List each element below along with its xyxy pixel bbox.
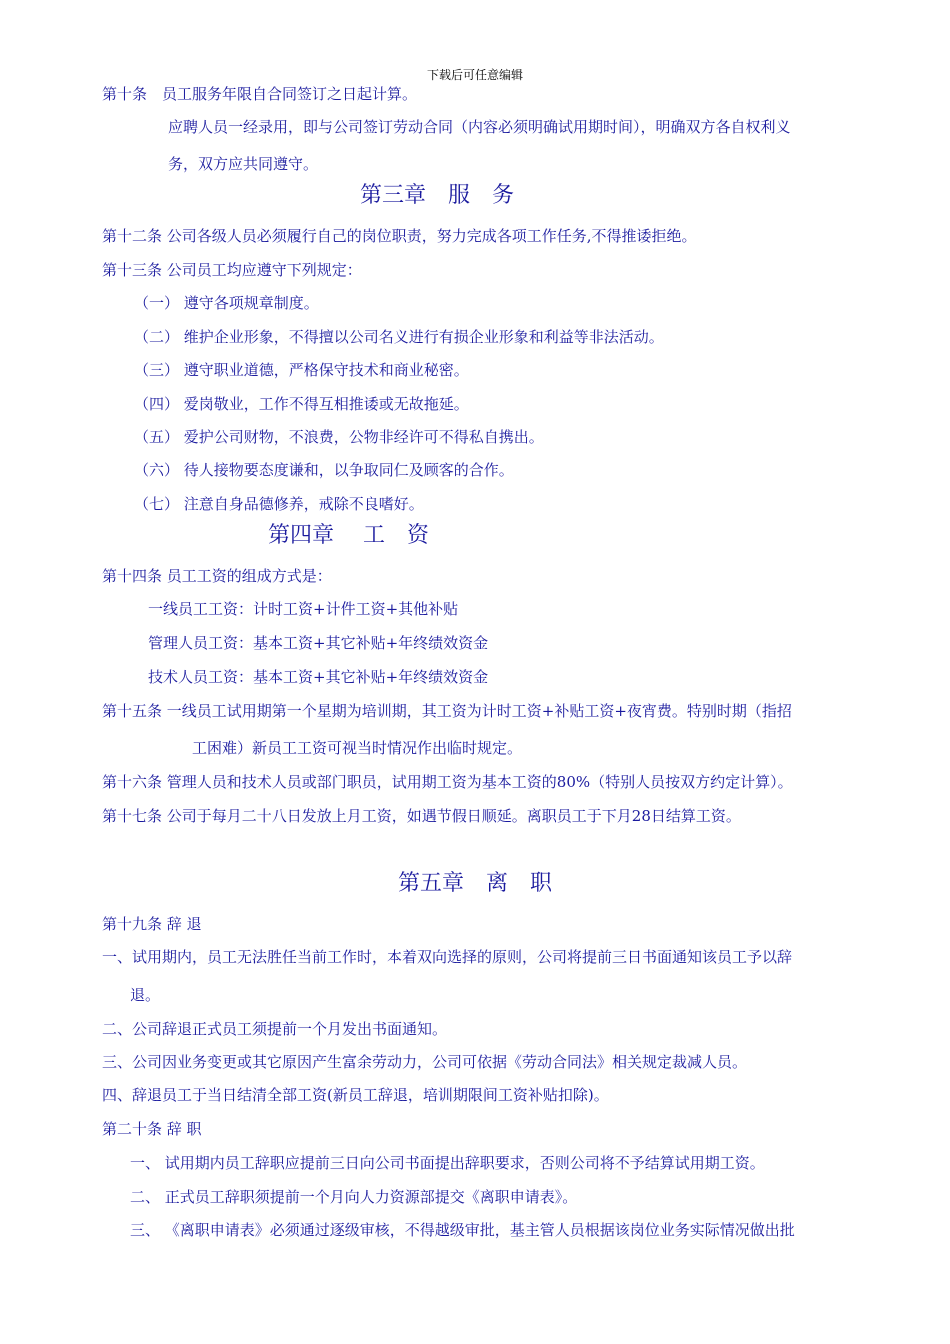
article-19-item-4: 四、辞退员工于当日结清全部工资(新员工辞退，培训期限间工资补贴扣除)。 [102, 1086, 609, 1104]
article-19-item-3: 三、公司因业务变更或其它原因产生富余劳动力，公司可依据《劳动合同法》相关规定裁减人员。 [102, 1053, 748, 1071]
article-13-item-7: （七） 注意自身品德修养，戒除不良嗜好。 [134, 495, 424, 513]
article-10: 第十条 员工服务年限自合同签订之日起计算。 [102, 85, 418, 103]
article-14-line-3: 技术人员工资：基本工资+其它补贴+年终绩效资金 [148, 668, 489, 686]
page-header: 下载后可任意编辑 [426, 68, 523, 82]
article-16: 第十六条 管理人员和技术人员或部门职员，试用期工资为基本工资的80%（特别人员按双方约定计算）。 [102, 773, 793, 791]
article-13-item-4: （四） 爱岗敬业，工作不得互相推诿或无故拖延。 [134, 395, 469, 413]
article-19-item-1: 一、试用期内，员工无法胜任当前工作时，本着双向选择的原则，公司将提前三日书面通知该员工予以辞 [102, 948, 793, 966]
article-13: 第十三条 公司员工均应遵守下列规定： [102, 261, 362, 279]
article-10-para-1: 应聘人员一经录用，即与公司签订劳动合同（内容必须明确试用期时间），明确双方各自权利义 [168, 118, 791, 136]
article-14-line-1: 一线员工工资：计时工资+计件工资+其他补贴 [148, 600, 459, 618]
article-20-item-3: 三、 《离职申请表》必须通过逐级审核，不得越级审批，基主管人员根据该岗位业务实际情况做出批 [130, 1221, 795, 1239]
article-12: 第十二条 公司各级人员必须履行自己的岗位职责，努力完成各项工作任务,不得推诿拒绝。 [102, 227, 697, 245]
article-19: 第十九条 辞 退 [102, 915, 202, 933]
article-13-item-2: （二） 维护企业形象，不得擅以公司名义进行有损企业形象和利益等非法活动。 [134, 328, 664, 346]
article-10-para-2: 务，双方应共同遵守。 [168, 155, 319, 173]
article-15: 第十五条 一线员工试用期第一个星期为培训期，其工资为计时工资+补贴工资+夜宵费。特别时期（指招 [102, 702, 792, 720]
article-20: 第二十条 辞 职 [102, 1120, 202, 1138]
article-14-line-2: 管理人员工资：基本工资+其它补贴+年终绩效资金 [148, 634, 489, 652]
article-20-item-2: 二、 正式员工辞职须提前一个月向人力资源部提交《离职申请表》。 [130, 1188, 578, 1206]
chapter-4-heading: 第四章 工 资 [268, 523, 429, 548]
article-13-item-6: （六） 待人接物要态度谦和，以争取同仁及顾客的合作。 [134, 461, 514, 479]
article-19-item-1-cont: 退。 [130, 986, 161, 1004]
article-20-item-1: 一、 试用期内员工辞职应提前三日向公司书面提出辞职要求，否则公司将不予结算试用期工资。 [130, 1154, 765, 1172]
article-14: 第十四条 员工工资的组成方式是： [102, 567, 332, 585]
article-19-item-2: 二、公司辞退正式员工须提前一个月发出书面通知。 [102, 1020, 448, 1038]
article-15-cont: 工困难）新员工工资可视当时情况作出临时规定。 [192, 739, 523, 757]
article-13-item-1: （一） 遵守各项规章制度。 [134, 294, 319, 312]
article-17: 第十七条 公司于每月二十八日发放上月工资，如遇节假日顺延。离职员工于下月28日结算工资。 [102, 807, 741, 825]
chapter-3-heading: 第三章 服 务 [360, 183, 515, 208]
article-13-item-3: （三） 遵守职业道德，严格保守技术和商业秘密。 [134, 361, 469, 379]
article-13-item-5: （五） 爱护公司财物，不浪费，公物非经许可不得私自携出。 [134, 428, 544, 446]
chapter-5-heading: 第五章 离 职 [398, 871, 553, 896]
